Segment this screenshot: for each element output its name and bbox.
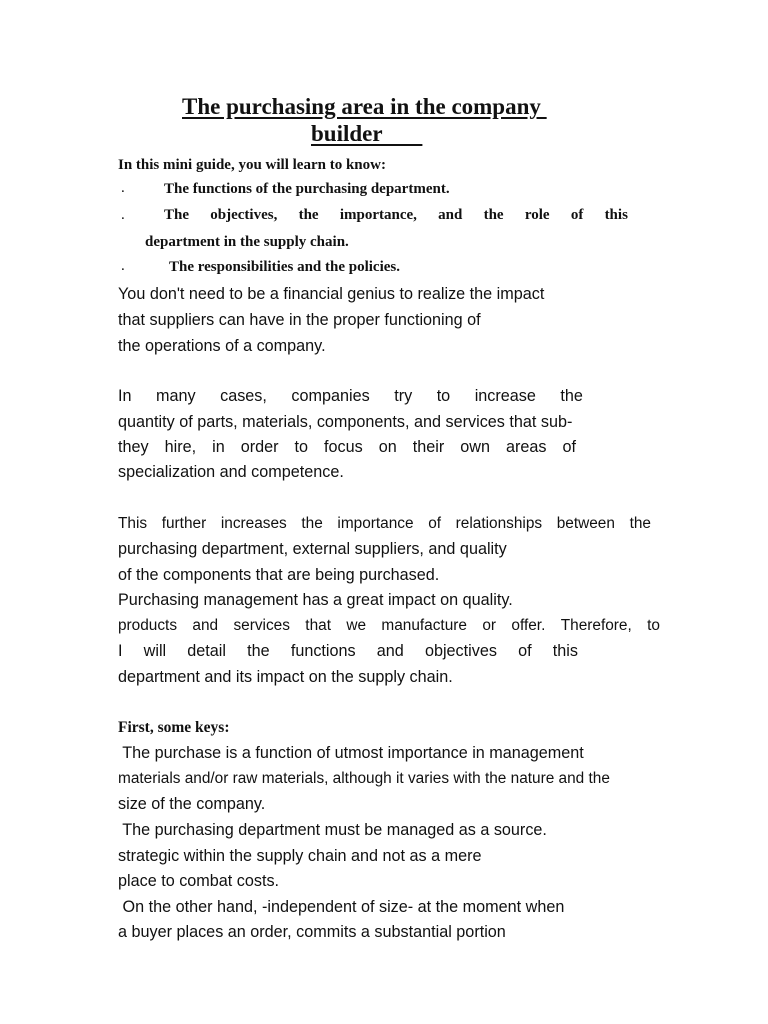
para2-line-1: [118, 387, 583, 406]
word: to: [294, 438, 309, 456]
word: The: [164, 207, 190, 223]
word: and: [438, 207, 463, 223]
word: try: [394, 387, 413, 405]
bullet-item-responsibilities: The responsibilities and the policies.: [169, 259, 401, 275]
word: importance,: [339, 207, 417, 223]
para3-line-3: of the components that are being purchased.: [118, 566, 440, 584]
para2-line-3: [118, 438, 576, 457]
word: areas: [505, 438, 547, 456]
bullet-marker: .: [121, 207, 125, 223]
para2-line-2: quantity of parts, materials, components, and services that sub-: [118, 413, 573, 431]
word: manufacture: [381, 617, 467, 634]
word: I: [118, 642, 123, 660]
word: of: [562, 438, 576, 456]
intro-text: In this mini guide, you will learn to know:: [118, 157, 386, 173]
word: the: [298, 207, 319, 223]
keys-line: materials and/or raw materials, although it varies with the nature and the: [118, 770, 610, 787]
para3-line-4: Purchasing management has a great impact on quality.: [118, 591, 513, 609]
keys-line: size of the company.: [118, 795, 266, 813]
word: role: [524, 207, 550, 223]
word: between: [556, 515, 615, 532]
word: of: [428, 515, 442, 532]
word: that: [305, 617, 331, 634]
bullet-item-objectives: [164, 207, 628, 224]
word: the: [629, 515, 651, 532]
keys-line: place to combat costs.: [118, 872, 280, 890]
word: increases: [220, 515, 287, 532]
para2-line-4: specialization and competence.: [118, 463, 344, 481]
word: and: [376, 642, 404, 660]
word: this: [604, 207, 628, 223]
word: of: [570, 207, 584, 223]
word: and: [192, 617, 219, 634]
word: will: [143, 642, 167, 660]
word: functions: [290, 642, 356, 660]
bullet-item-functions: The functions of the purchasing department.: [164, 181, 450, 197]
keys-heading: First, some keys:: [118, 719, 230, 736]
word: in: [212, 438, 225, 456]
title-line-1: The purchasing area in the company: [182, 94, 547, 119]
word: importance: [337, 515, 414, 532]
word: hire,: [164, 438, 197, 456]
word: many: [156, 387, 196, 405]
word: this: [552, 642, 578, 660]
word: the: [483, 207, 504, 223]
para1-line: that suppliers can have in the proper functioning of: [118, 311, 481, 329]
word: objectives,: [210, 207, 278, 223]
word: This: [118, 515, 148, 532]
word: cases,: [220, 387, 267, 405]
para1-line: You don't need to be a financial genius to realize the impact: [118, 285, 545, 303]
word: focus: [324, 438, 363, 456]
word: offer.: [511, 617, 546, 634]
para3-line-5: [118, 617, 660, 635]
para3-line-2: purchasing department, external suppliers, and quality: [118, 540, 507, 558]
para3-line-1: [118, 515, 651, 533]
word: detail: [187, 642, 226, 660]
word: relationships: [455, 515, 543, 532]
word: the: [301, 515, 323, 532]
title-line-2: builder: [311, 121, 423, 146]
word: the: [560, 387, 583, 405]
bullet-marker: .: [121, 258, 125, 274]
word: to: [436, 387, 451, 405]
word: the: [247, 642, 270, 660]
keys-line: The purchase is a function of utmost importance in management: [118, 744, 584, 762]
word: on: [378, 438, 397, 456]
word: In: [118, 387, 132, 405]
keys-line: The purchasing department must be managed as a source.: [118, 821, 547, 839]
bullet-item-continuation: department in the supply chain.: [145, 234, 349, 250]
para1-line: the operations of a company.: [118, 337, 326, 355]
word: their: [412, 438, 445, 456]
keys-line: On the other hand, -independent of size- at the moment when: [118, 898, 565, 916]
word: companies: [291, 387, 370, 405]
word: we: [346, 617, 367, 634]
keys-line: a buyer places an order, commits a substantial portion: [118, 923, 506, 941]
word: own: [460, 438, 490, 456]
word: or: [482, 617, 497, 634]
word: products: [118, 617, 178, 634]
word: increase: [474, 387, 536, 405]
bullet-marker: .: [121, 180, 125, 196]
word: order: [240, 438, 279, 456]
para3-line-6: [118, 642, 578, 661]
word: they: [118, 438, 149, 456]
word: of: [518, 642, 532, 660]
word: objectives: [424, 642, 497, 660]
para3-line-7: department and its impact on the supply chain.: [118, 668, 453, 686]
word: to: [647, 617, 660, 634]
word: further: [161, 515, 207, 532]
word: Therefore,: [560, 617, 632, 634]
word: services: [233, 617, 290, 634]
keys-line: strategic within the supply chain and not as a mere: [118, 847, 482, 865]
